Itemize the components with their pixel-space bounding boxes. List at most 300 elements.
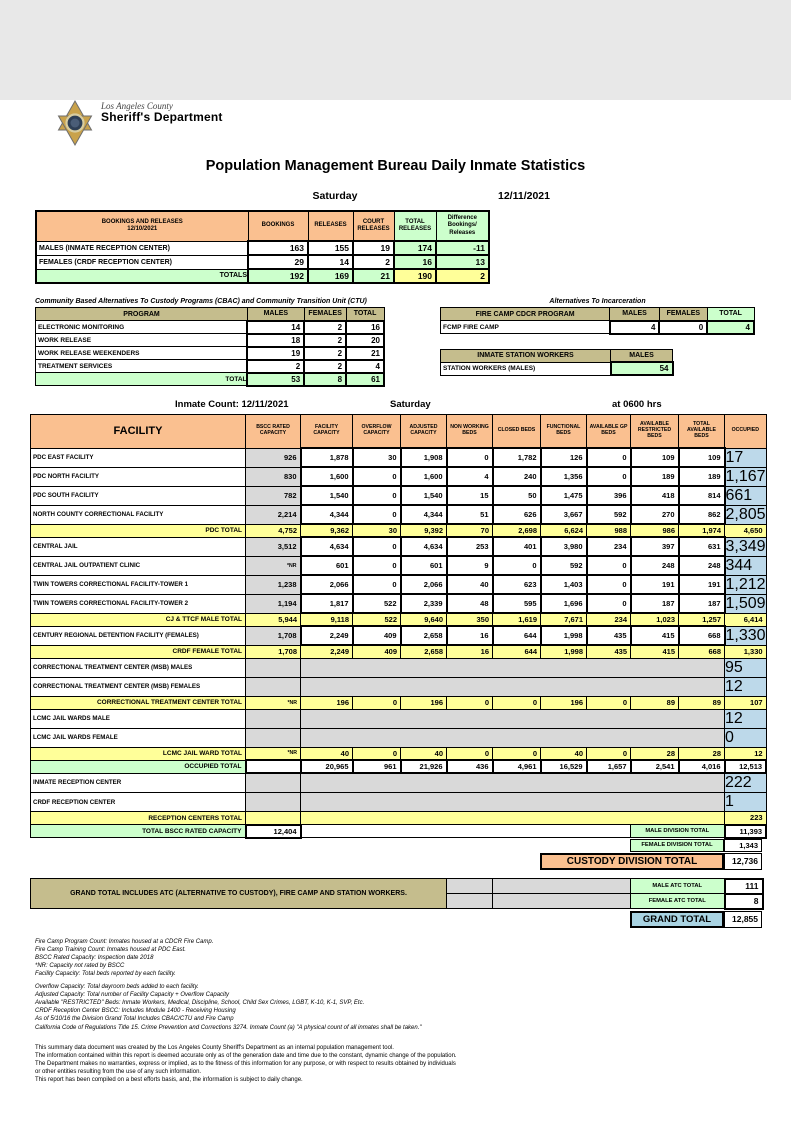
header-row	[36, 211, 489, 241]
total-label: CORRECTIONAL TREATMENT CENTER TOTAL	[31, 696, 246, 709]
value-cell: 19	[353, 241, 394, 255]
bscc-cell: 926	[246, 448, 301, 467]
value-cell: 18	[247, 334, 304, 347]
bscc-cell: 782	[246, 486, 301, 505]
facility-row	[31, 524, 767, 537]
text-line: BSCC Rated Capacity: Inspection date 2018	[35, 954, 154, 961]
column-header: AVAILABLE RESTRICTED BEDS	[631, 414, 679, 448]
merged-cell	[301, 793, 725, 812]
column-header: Difference Bookings/ Releases	[436, 211, 489, 241]
column-header: MALES	[247, 308, 304, 321]
filler-cell	[447, 894, 493, 909]
occupied-cell: 12	[725, 709, 767, 728]
facility-row	[31, 696, 767, 709]
column-header: MALES	[610, 308, 660, 321]
cbac-row	[36, 360, 385, 373]
value-cell: 4	[707, 321, 754, 334]
row-label: TREATMENT SERVICES	[36, 360, 248, 373]
station-workers-table	[440, 349, 674, 377]
filler-cell	[493, 894, 631, 909]
facility-row	[31, 773, 767, 793]
column-header: TOTAL AVAILABLE BEDS	[679, 414, 725, 448]
total-value-cell: 70	[447, 524, 493, 537]
facility-row	[31, 505, 767, 524]
text-line: CRDF Reception Center BSCC: Includes Module 1400 - Receiving Housing	[35, 1008, 236, 1015]
value-cell: 187	[631, 594, 679, 613]
total-value-cell: 107	[725, 696, 767, 709]
day-label: Saturday	[312, 190, 358, 202]
total-value-cell: 196	[541, 696, 587, 709]
total-value-cell: 668	[679, 645, 725, 658]
text-line: Overflow Capacity: Total dayroom beds added to each facility.	[35, 983, 199, 990]
total-value-cell: 9,118	[301, 613, 353, 626]
total-value-cell: 5,944	[246, 613, 301, 626]
spacer	[30, 853, 540, 870]
total-label: RECEPTION CENTERS TOTAL	[31, 812, 246, 825]
value-cell: 401	[493, 537, 541, 556]
bscc-cell	[246, 812, 301, 825]
row-label: MALES (INMATE RECEPTION CENTER)	[36, 241, 248, 255]
column-header: RELEASES	[308, 211, 353, 241]
total-value-cell: 1,657	[587, 760, 631, 773]
cbac-title: Community Based Alternatives To Custody Programs (CBAC) and Community Transition Unit (CTU)	[35, 298, 367, 305]
cbac-row	[36, 373, 385, 386]
value-cell: 16	[346, 321, 384, 334]
value-cell: 0	[587, 556, 631, 575]
value-cell: 1,600	[401, 467, 447, 486]
facility-label: LCMC JAIL WARDS FEMALE	[31, 728, 246, 747]
total-value-cell: 89	[679, 696, 725, 709]
facility-row	[31, 645, 767, 658]
value-cell: 2,658	[401, 626, 447, 645]
value-cell: 814	[679, 486, 725, 505]
value-cell: 40	[447, 575, 493, 594]
total-value-cell: 415	[631, 645, 679, 658]
total-value-cell: 0	[447, 747, 493, 760]
total-value-cell: 436	[447, 760, 493, 773]
facility-row	[31, 793, 767, 812]
value-cell: 1,908	[401, 448, 447, 467]
value-cell: 20	[346, 334, 384, 347]
female-division-total-row	[30, 839, 762, 852]
column-header: INMATE STATION WORKERS	[441, 349, 611, 362]
bscc-cell	[246, 709, 301, 728]
value-cell: 189	[631, 467, 679, 486]
agency-department: Sheriff's Department	[101, 110, 223, 125]
total-value-cell: 1,974	[679, 524, 725, 537]
value-cell: 1,356	[541, 467, 587, 486]
facility-label: CENTRAL JAIL	[31, 537, 246, 556]
text-line: The information contained within this report is deemed accurate only as of the generation date and time due to the constant, dynamic change of the population.	[35, 1052, 457, 1059]
merged-cell	[301, 812, 725, 825]
male-atc-total-value: 111	[725, 879, 763, 894]
bscc-capacity-value: 12,404	[246, 825, 301, 838]
bookings-row	[36, 255, 489, 269]
value-cell: 248	[679, 556, 725, 575]
text-line: Available "RESTRICTED" Beds: Inmate Workers, Medical, Discipline, School, Child Sex Crimes, LGBT, K-10, K-1, SVP, Etc.	[35, 999, 365, 1006]
facility-statistics-table	[30, 414, 767, 839]
programs-section	[35, 298, 791, 387]
header-row	[441, 349, 673, 362]
facility-row	[31, 448, 767, 467]
agency-header	[55, 100, 791, 148]
total-label: PDC TOTAL	[31, 524, 246, 537]
value-cell: 191	[631, 575, 679, 594]
value-cell: 644	[493, 626, 541, 645]
column-header: ADJUSTED CAPACITY	[401, 414, 447, 448]
value-cell: 51	[447, 505, 493, 524]
facility-row	[31, 613, 767, 626]
row-label: ELECTRONIC MONITORING	[36, 321, 248, 334]
total-value-cell: 0	[493, 747, 541, 760]
facility-row	[31, 626, 767, 645]
row-label: STATION WORKERS (MALES)	[441, 362, 611, 375]
total-value-cell: 16	[447, 645, 493, 658]
value-cell: 169	[308, 269, 353, 283]
merged-cell	[301, 773, 725, 793]
occupied-cell: 222	[725, 773, 767, 793]
female-division-total-label: FEMALE DIVISION TOTAL	[630, 839, 724, 852]
total-value-cell: 1,708	[246, 645, 301, 658]
value-cell: 4,634	[301, 537, 353, 556]
occupied-cell: 3,349	[725, 537, 766, 555]
value-cell: 1,998	[541, 626, 587, 645]
column-header: NON WORKING BEDS	[447, 414, 493, 448]
merged-cell	[301, 709, 725, 728]
total-value-cell: 7,671	[541, 613, 587, 626]
row-label: WORK RELEASE WEEKENDERS	[36, 347, 248, 360]
value-cell: 668	[679, 626, 725, 645]
value-cell: 2	[436, 269, 489, 283]
total-value-cell: 986	[631, 524, 679, 537]
facility-row	[31, 594, 767, 613]
row-label: TOTALS	[36, 269, 248, 283]
value-cell: 155	[308, 241, 353, 255]
value-cell: 2,066	[401, 575, 447, 594]
value-cell: 2,066	[301, 575, 353, 594]
bscc-cell: 3,512	[246, 537, 301, 556]
value-cell: 418	[631, 486, 679, 505]
sheriff-star-icon	[55, 100, 95, 146]
filler-cell	[493, 879, 631, 894]
bscc-cell: 830	[246, 467, 301, 486]
value-cell: 0	[353, 537, 401, 556]
bscc-cell	[246, 773, 301, 793]
male-division-total-label: MALE DIVISION TOTAL	[631, 825, 725, 838]
filler-cell	[447, 879, 493, 894]
value-cell: 53	[247, 373, 304, 386]
bookings-row	[36, 269, 489, 283]
total-value-cell: 234	[587, 613, 631, 626]
male-division-total-value: 11,393	[725, 825, 767, 838]
value-cell: 9	[447, 556, 493, 575]
occupied-cell: 1	[725, 793, 767, 812]
value-cell: 21	[353, 269, 394, 283]
value-cell: 2,249	[301, 626, 353, 645]
fire-camp-row	[441, 321, 755, 334]
total-value-cell: 40	[301, 747, 353, 760]
total-value-cell: 0	[587, 696, 631, 709]
facility-label: PDC NORTH FACILITY	[31, 467, 246, 486]
text-line: California Code of Regulations Title 15. Crime Prevention and Corrections 3274. Inmate Count (a) "A physical count of all inmates shall be taken."	[35, 1024, 422, 1031]
cbac-row	[36, 334, 385, 347]
agency-county: Los Angeles County	[101, 101, 173, 111]
total-value-cell: 409	[353, 645, 401, 658]
facility-label: CORRECTIONAL TREATMENT CENTER (MSB) MALES	[31, 658, 246, 677]
facility-label: NORTH COUNTY CORRECTIONAL FACILITY	[31, 505, 246, 524]
value-cell: 601	[401, 556, 447, 575]
value-cell: 50	[493, 486, 541, 505]
custody-division-total-value: 12,736	[724, 853, 762, 870]
value-cell: 0	[587, 448, 631, 467]
row-label: TOTAL	[36, 373, 248, 386]
total-value-cell: 988	[587, 524, 631, 537]
value-cell: 0	[353, 505, 401, 524]
total-value-cell: 2,698	[493, 524, 541, 537]
total-value-cell: 4,752	[246, 524, 301, 537]
inmate-count-label: Inmate Count: 12/11/2021	[175, 398, 289, 410]
text-line: This summary data document was created by the Los Angeles County Sheriff's Department as an internal population management tool.	[35, 1044, 394, 1051]
value-cell: 189	[679, 467, 725, 486]
value-cell: 29	[248, 255, 308, 269]
footnotes-group-2	[35, 983, 791, 1032]
column-header: OCCUPIED	[725, 414, 767, 448]
text-line: As of 5/10/16 the Division Grand Total Includes CBAC/CTU and Fire Camp	[35, 1016, 234, 1023]
total-value-cell: 0	[493, 696, 541, 709]
value-cell: 0	[353, 467, 401, 486]
value-cell: 109	[679, 448, 725, 467]
value-cell: 0	[659, 321, 707, 334]
value-cell: 2	[353, 255, 394, 269]
value-cell: 190	[394, 269, 436, 283]
total-value-cell: 1,257	[679, 613, 725, 626]
total-value-cell: 89	[631, 696, 679, 709]
grand-total-value: 12,855	[724, 911, 762, 928]
column-header: BOOKINGS	[248, 211, 308, 241]
facility-row	[31, 728, 767, 747]
footnotes	[35, 938, 791, 1032]
text-line: This report has been compiled on a best efforts basis, and, the information is subject to daily change.	[35, 1076, 303, 1083]
female-division-total-value: 1,343	[724, 839, 762, 852]
total-value-cell: 30	[353, 524, 401, 537]
value-cell: 1,540	[301, 486, 353, 505]
value-cell: 4,344	[401, 505, 447, 524]
total-value-cell: 12	[725, 747, 767, 760]
value-cell: 0	[353, 556, 401, 575]
occupied-cell: 344	[725, 556, 767, 575]
page-title: Population Management Bureau Daily Inmate Statistics	[205, 158, 586, 174]
value-cell: 3,667	[541, 505, 587, 524]
value-cell: 396	[587, 486, 631, 505]
total-value-cell: 1,023	[631, 613, 679, 626]
total-value-cell: 0	[353, 696, 401, 709]
column-header: PROGRAM	[36, 308, 248, 321]
total-value-cell: 0	[587, 747, 631, 760]
bscc-cell: 1,194	[246, 594, 301, 613]
inmate-count-row	[0, 399, 791, 412]
column-header: FEMALES	[304, 308, 346, 321]
facility-row	[31, 812, 767, 825]
custody-division-total-label: CUSTODY DIVISION TOTAL	[540, 853, 724, 870]
value-cell: 1,696	[541, 594, 587, 613]
occupied-cell: 661	[725, 486, 767, 505]
value-cell: 409	[353, 626, 401, 645]
total-value-cell: 961	[353, 760, 401, 773]
column-header: COURT RELEASES	[353, 211, 394, 241]
value-cell: 3,980	[541, 537, 587, 556]
text-line: Fire Camp Program Count: Inmates housed at a CDCR Fire Camp.	[35, 938, 214, 945]
total-value-cell: 9,362	[301, 524, 353, 537]
total-value-cell: 40	[541, 747, 587, 760]
value-cell: 595	[493, 594, 541, 613]
spacer	[30, 839, 630, 852]
value-cell: 601	[301, 556, 353, 575]
date-label: 12/11/2021	[498, 190, 550, 202]
total-value-cell: 28	[631, 747, 679, 760]
value-cell: 2	[304, 347, 346, 360]
bscc-cell	[246, 793, 301, 812]
table-row	[31, 879, 763, 894]
station-workers-row	[441, 362, 673, 375]
total-label: LCMC JAIL WARD TOTAL	[31, 747, 246, 760]
value-cell: 1,403	[541, 575, 587, 594]
facility-label: TWIN TOWERS CORRECTIONAL FACILITY-TOWER 1	[31, 575, 246, 594]
value-cell: 1,878	[301, 448, 353, 467]
column-header: MALES	[611, 349, 673, 362]
value-cell: 2	[247, 360, 304, 373]
occupied-total-label: OCCUPIED TOTAL	[31, 760, 246, 773]
header-row	[36, 308, 385, 321]
header-row	[441, 308, 755, 321]
bscc-cell	[246, 658, 301, 677]
bookings-releases-table	[35, 210, 490, 284]
facility-label: CORRECTIONAL TREATMENT CENTER (MSB) FEMALES	[31, 677, 246, 696]
value-cell: 54	[611, 362, 673, 375]
value-cell: 1,600	[301, 467, 353, 486]
total-value-cell: 522	[353, 613, 401, 626]
text-line: or other entities resulting from the use of any such information.	[35, 1068, 202, 1075]
value-cell: 4	[447, 467, 493, 486]
facility-label: PDC SOUTH FACILITY	[31, 486, 246, 505]
bscc-cell: *NR	[246, 556, 301, 575]
value-cell: 415	[631, 626, 679, 645]
value-cell: 109	[631, 448, 679, 467]
text-line: *NR: Capacity not rated by BSCC	[35, 963, 125, 970]
value-cell: 435	[587, 626, 631, 645]
total-value-cell: 40	[401, 747, 447, 760]
row-label: FEMALES (CRDF RECEPTION CENTER)	[36, 255, 248, 269]
value-cell: 2	[304, 360, 346, 373]
total-value-cell: 644	[493, 645, 541, 658]
total-value-cell: 16,529	[541, 760, 587, 773]
facility-label: CENTURY REGIONAL DETENTION FACILITY (FEMALES)	[31, 626, 246, 645]
column-header: FACILITY	[31, 414, 246, 448]
column-header: FACILITY CAPACITY	[301, 414, 353, 448]
facility-row	[31, 658, 767, 677]
occupied-cell: 0	[725, 728, 767, 747]
total-value-cell: 6,624	[541, 524, 587, 537]
total-value-cell: 350	[447, 613, 493, 626]
total-value-cell: 2,541	[631, 760, 679, 773]
total-value-cell: 435	[587, 645, 631, 658]
column-header: OVERFLOW CAPACITY	[353, 414, 401, 448]
total-value-cell: 1,998	[541, 645, 587, 658]
facility-label: LCMC JAIL WARDS MALE	[31, 709, 246, 728]
occupied-cell: 1,212	[725, 575, 766, 593]
custody-division-total-row	[30, 853, 762, 870]
value-cell: 14	[247, 321, 304, 334]
bscc-cell: 1,708	[246, 626, 301, 645]
total-value-cell: 6,414	[725, 613, 767, 626]
text-line: Facility Capacity: Total beds reported by each facility.	[35, 971, 176, 978]
column-header: BSCC RATED CAPACITY	[246, 414, 301, 448]
value-cell: 240	[493, 467, 541, 486]
male-atc-total-label: MALE ATC TOTAL	[631, 879, 725, 894]
occupied-cell: 95	[725, 658, 767, 677]
facility-row	[31, 575, 767, 594]
column-header: FEMALES	[659, 308, 707, 321]
facility-row	[31, 486, 767, 505]
total-value-cell: *NR	[246, 747, 301, 760]
inmate-count-day: Saturday	[390, 398, 431, 410]
total-value-cell: *NR	[246, 696, 301, 709]
day-date-row	[0, 190, 791, 205]
value-cell: 522	[353, 594, 401, 613]
row-label: FCMP FIRE CAMP	[441, 321, 610, 334]
disclaimer	[35, 1044, 791, 1084]
bscc-cell	[246, 677, 301, 696]
total-value-cell: 196	[301, 696, 353, 709]
value-cell: 592	[541, 556, 587, 575]
bscc-cell	[246, 728, 301, 747]
occupied-cell: 1,509	[725, 594, 766, 612]
merged-cell	[301, 658, 725, 677]
column-header: TOTAL	[707, 308, 754, 321]
female-atc-total-value: 8	[725, 894, 763, 909]
value-cell: 163	[248, 241, 308, 255]
value-cell: 48	[447, 594, 493, 613]
value-cell: 631	[679, 537, 725, 556]
total-value-cell: 0	[447, 696, 493, 709]
total-value-cell: 4,016	[679, 760, 725, 773]
facility-label: CRDF RECEPTION CENTER	[31, 793, 246, 812]
value-cell: 187	[679, 594, 725, 613]
value-cell: 592	[587, 505, 631, 524]
text-line: Adjusted Capacity: Total number of Facility Capacity + Overflow Capacity	[35, 991, 230, 998]
value-cell: 2,339	[401, 594, 447, 613]
occupied-cell: 1,167	[725, 467, 766, 485]
value-cell: 1,475	[541, 486, 587, 505]
value-cell: 61	[346, 373, 384, 386]
total-value-cell: 0	[353, 747, 401, 760]
value-cell: 2	[304, 321, 346, 334]
value-cell: 234	[587, 537, 631, 556]
value-cell: 8	[304, 373, 346, 386]
total-value-cell: 196	[401, 696, 447, 709]
value-cell: 1,782	[493, 448, 541, 467]
value-cell: 0	[587, 575, 631, 594]
facility-label: PDC EAST FACILITY	[31, 448, 246, 467]
cbac-row	[36, 321, 385, 334]
bscc-capacity-row	[31, 825, 767, 838]
value-cell: 862	[679, 505, 725, 524]
value-cell: 14	[308, 255, 353, 269]
alternatives-block	[440, 298, 755, 387]
value-cell: 174	[394, 241, 436, 255]
total-value-cell: 9,392	[401, 524, 447, 537]
bscc-capacity-label: TOTAL BSCC RATED CAPACITY	[31, 825, 246, 838]
fire-camp-table	[440, 307, 755, 335]
